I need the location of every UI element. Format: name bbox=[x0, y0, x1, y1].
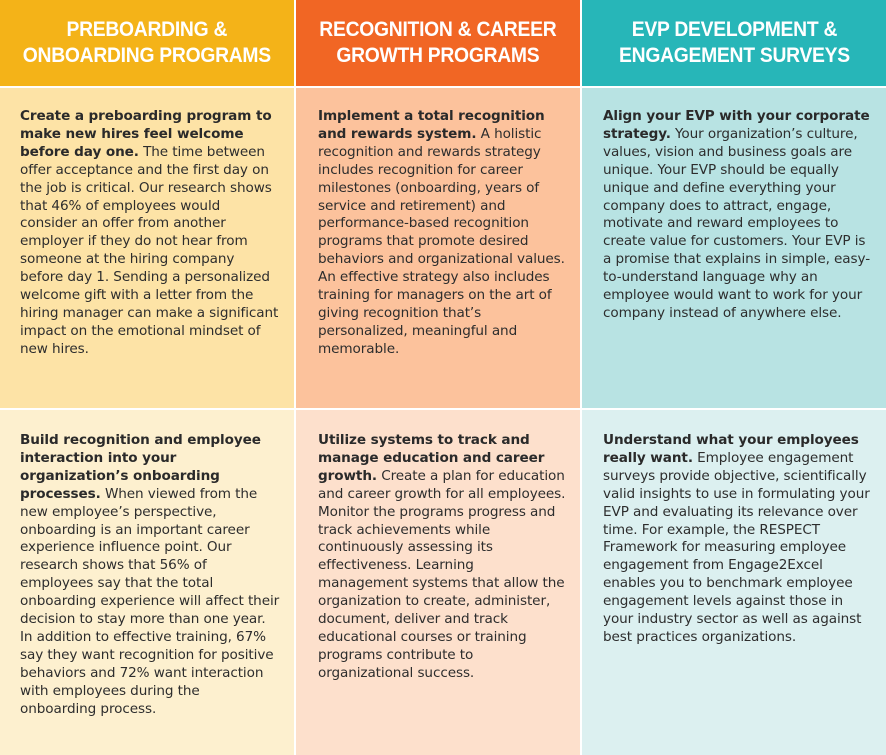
cell-lead-text: Understand what your employees really want. bbox=[603, 432, 859, 466]
cell-lead-text: Create a preboarding program to make new hires feel welcome before day one. bbox=[20, 108, 272, 160]
column-header-preboarding bbox=[0, 0, 294, 86]
cell-lead-text: Implement a total recognition and rewards system. bbox=[318, 108, 545, 142]
column-header-evp bbox=[582, 0, 886, 86]
cell-body-text: A holistic recognition and rewards strategy includes recognition for career milestones (onboarding, years of service and retirement) and performance-based recognition programs that promote desired behaviors and organizational values. An effective strategy also includes training for managers on the art of giving recognition that’s personalized, meaningful and memorable. bbox=[318, 125, 565, 357]
cell-recognition-system bbox=[296, 88, 580, 408]
cell-lead-text: Build recognition and employee interaction into your organization’s onboarding processes. bbox=[20, 432, 261, 502]
cell-body-text: When viewed from the new employee’s perspective, onboarding is an important career experience influence point. Our research shows that 56% of employees say that the total onboarding experience will affect their decision to stay more than one year. In addition to effective training, 67% say they want recognition for positive behaviors and 72% want interaction with employees during the onboarding process. bbox=[20, 485, 280, 717]
column-header-title bbox=[613, 17, 855, 69]
cell-body-text: Your organization’s culture, values, vision and business goals are unique. Your EVP should be equally unique and define everything your company does to attract, engage, motivate and reward employees to create value for customers. Your EVP is a promise that explains in simple, easy-to-understand language why an employee would want to work for your company instead of anywhere else. bbox=[603, 125, 871, 321]
column-header-recognition bbox=[296, 0, 580, 86]
column-header-title bbox=[17, 17, 276, 69]
header-line-2: ENGAGEMENT SURVEYS bbox=[618, 44, 850, 67]
cell-body-text: The time between offer acceptance and the first day on the job is critical. Our research shows that 46% of employees would consider an offer from another employer if they do not hear from someone at the hiring company before day 1. Sending a personalized welcome gift with a letter from the hiring manager can make a significant impact on the emotional mindset of new hires. bbox=[20, 143, 279, 357]
cell-engagement-surveys bbox=[582, 410, 886, 755]
cell-lead-text: Align your EVP with your corporate strategy. bbox=[603, 108, 870, 142]
cell-onboarding-recognition bbox=[0, 410, 294, 755]
cell-evp-alignment bbox=[582, 88, 886, 408]
header-line-1: RECOGNITION & CAREER bbox=[319, 18, 557, 41]
header-line-1: EVP DEVELOPMENT & bbox=[631, 18, 837, 41]
cell-preboarding-program bbox=[0, 88, 294, 408]
cell-lead-text: Utilize systems to track and manage education and career growth. bbox=[318, 432, 545, 484]
header-line-2: GROWTH PROGRAMS bbox=[336, 44, 540, 67]
cell-body-text: Create a plan for education and career growth for all employees. Monitor the programs progress and track achievements while continuously assessing its effectiveness. Learning management systems that allow the organization to create, administer, document, deliver and track educational courses or training programs contribute to organizational success. bbox=[318, 467, 566, 681]
cell-education-tracking bbox=[296, 410, 580, 755]
header-line-1: PREBOARDING & bbox=[66, 18, 228, 41]
cell-body-text: Employee engagement surveys provide objective, scientifically valid insights to use in formulating your EVP and evaluating its relevance over time. For example, the RESPECT Framework for measuring employee engagement from Engage2Excel enables you to benchmark employee engagement levels against those in your industry sector as well as against best practices organizations. bbox=[603, 449, 870, 645]
column-header-title bbox=[314, 17, 562, 69]
header-line-2: ONBOARDING PROGRAMS bbox=[22, 44, 272, 67]
